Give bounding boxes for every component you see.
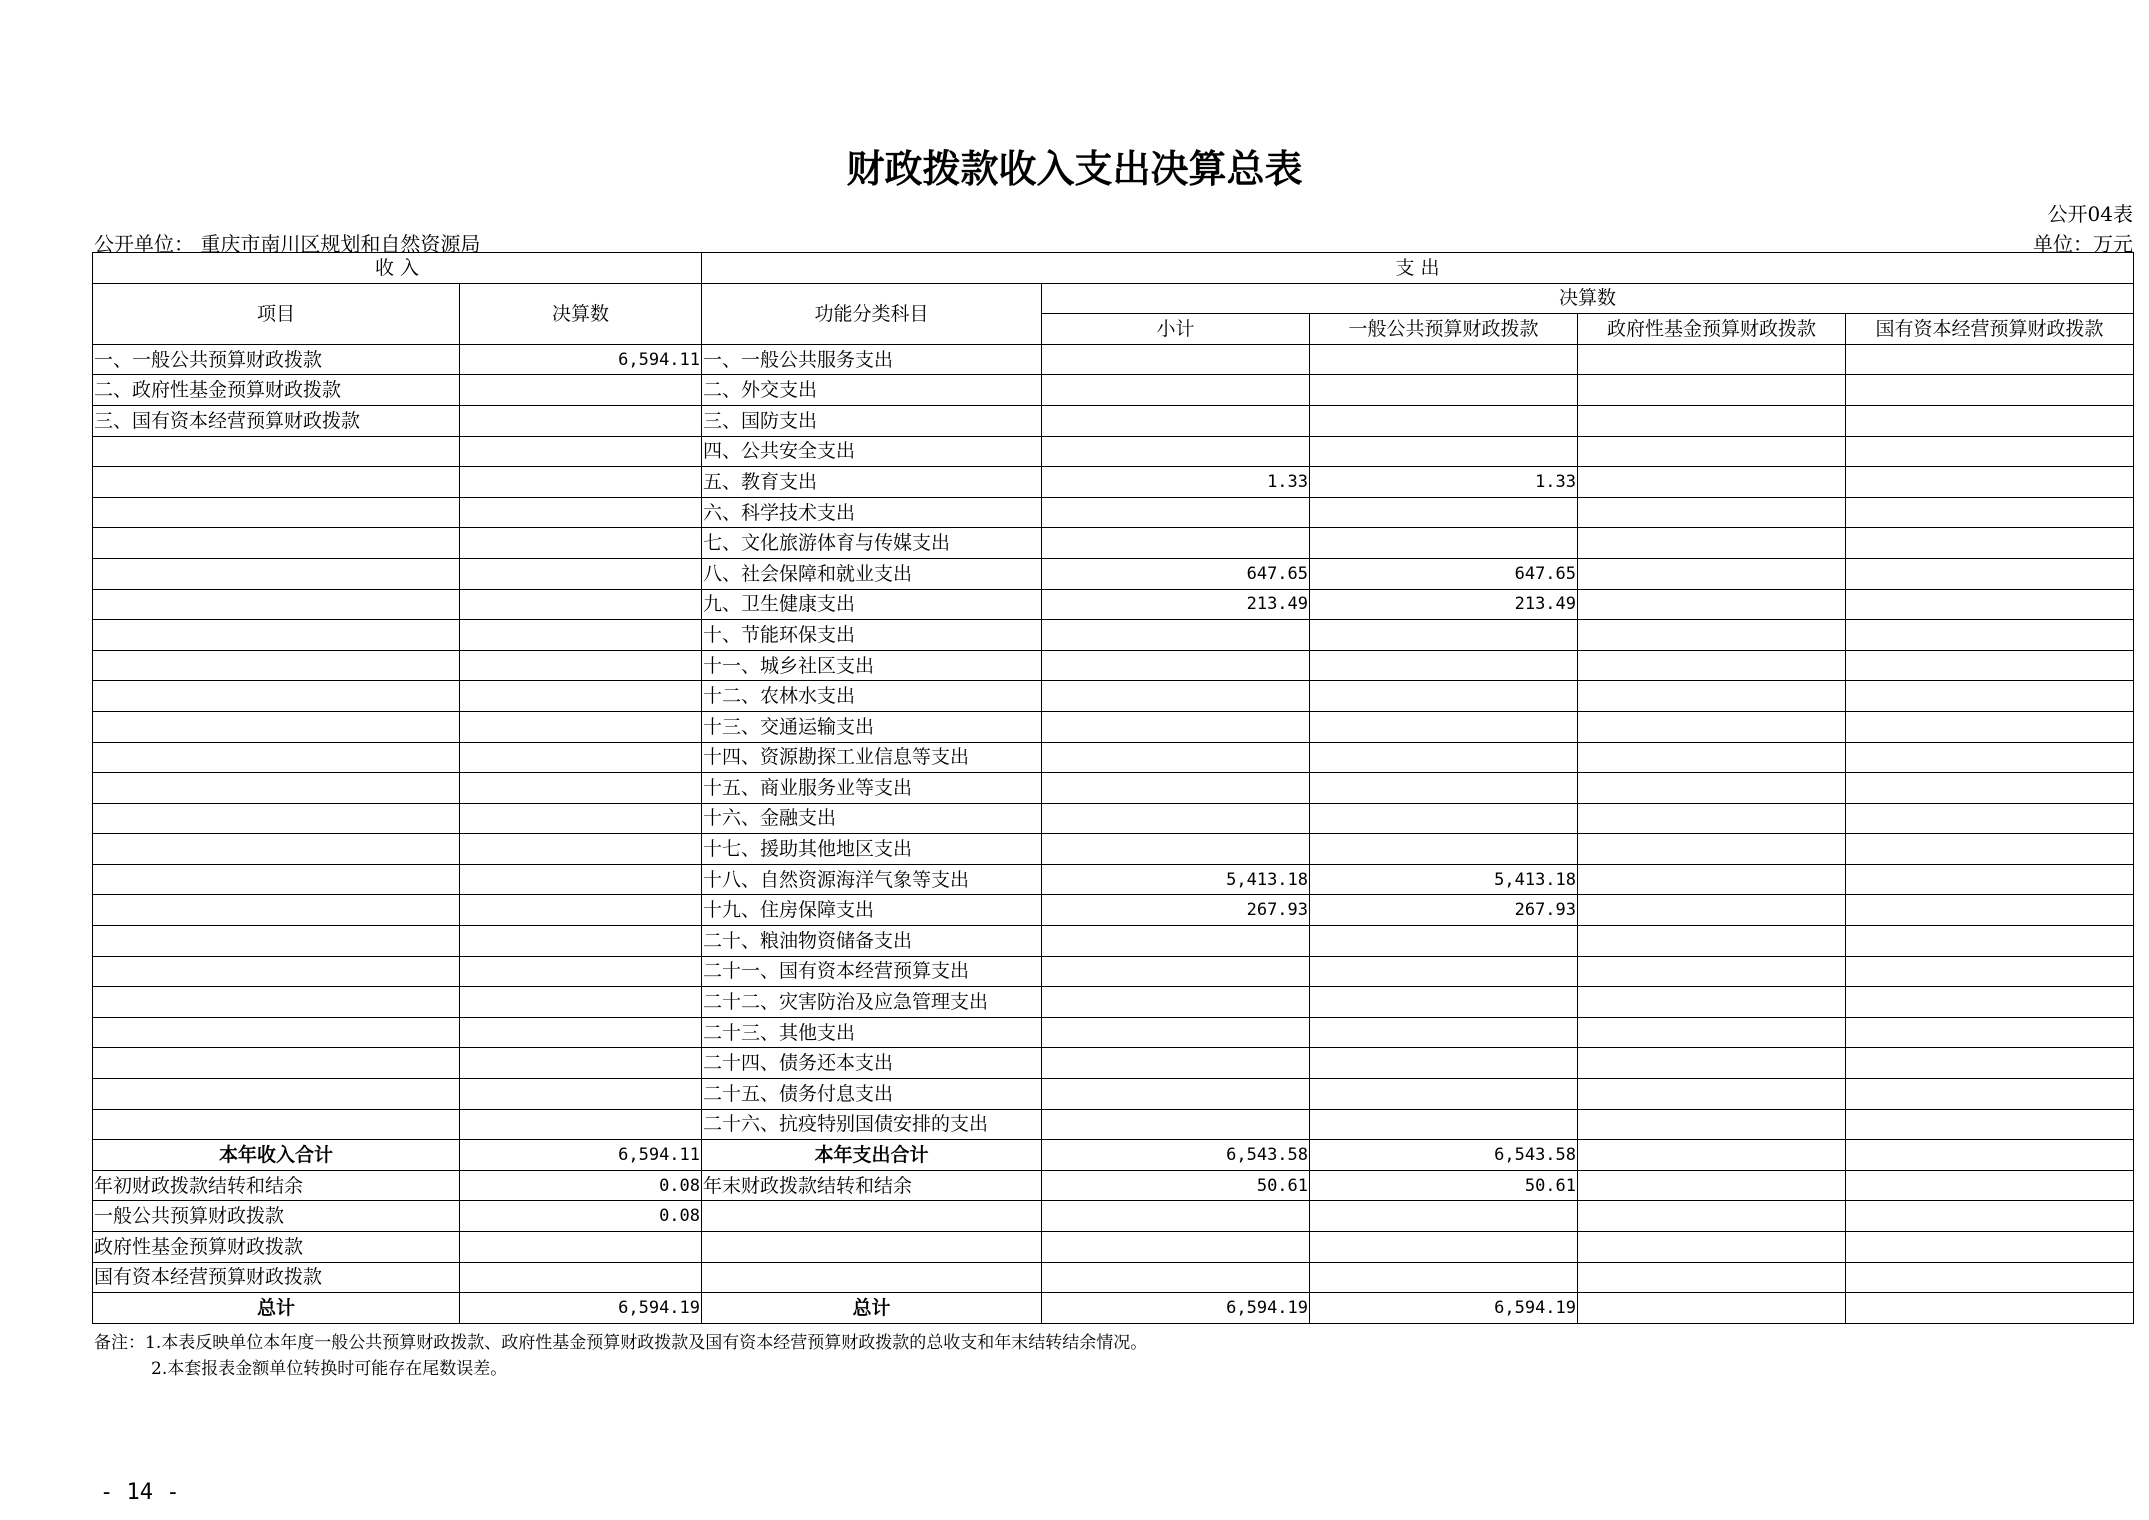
gov-fund-value — [1578, 467, 1846, 498]
header-row-1 — [93, 253, 2134, 284]
empty-cell — [702, 1262, 1042, 1293]
income-item — [93, 620, 460, 651]
table-row — [93, 344, 2134, 375]
empty-cell — [1578, 1170, 1846, 1201]
function-category: 二十三、其他支出 — [702, 1017, 1042, 1048]
general-value — [1310, 926, 1578, 957]
function-category: 二十四、债务还本支出 — [702, 1048, 1042, 1079]
end-label: 年末财政拨款结转和结余 — [702, 1170, 1042, 1201]
income-item — [93, 895, 460, 926]
income-amount — [460, 803, 702, 834]
general-value: 1.33 — [1310, 467, 1578, 498]
gov-fund-value — [1578, 803, 1846, 834]
general-value — [1310, 1017, 1578, 1048]
year-total-row — [93, 1140, 2134, 1171]
state-capital-value — [1846, 467, 2134, 498]
function-category: 六、科学技术支出 — [702, 497, 1042, 528]
gov-fund-value — [1578, 987, 1846, 1018]
income-amount — [460, 742, 702, 773]
state-capital-value — [1846, 864, 2134, 895]
state-capital-value — [1846, 803, 2134, 834]
income-amount — [460, 1109, 702, 1140]
table-row — [93, 895, 2134, 926]
empty-cell — [1310, 1262, 1578, 1293]
state-capital-value — [1846, 773, 2134, 804]
state-capital-value — [1846, 620, 2134, 651]
income-item — [93, 681, 460, 712]
function-category: 十一、城乡社区支出 — [702, 650, 1042, 681]
table-row — [93, 1079, 2134, 1110]
table-row — [93, 375, 2134, 406]
empty-cell — [1846, 1140, 2134, 1171]
subtotal-header: 小计 — [1042, 314, 1310, 345]
income-amount — [460, 528, 702, 559]
income-item — [93, 834, 460, 865]
state-capital-value — [1846, 344, 2134, 375]
function-category: 十二、农林水支出 — [702, 681, 1042, 712]
subtotal-value — [1042, 1109, 1310, 1140]
table-row — [93, 987, 2134, 1018]
income-amount — [460, 956, 702, 987]
income-item — [93, 1017, 460, 1048]
subtotal-value — [1042, 681, 1310, 712]
income-amount — [460, 711, 702, 742]
subtotal-value — [1042, 803, 1310, 834]
function-category: 十六、金融支出 — [702, 803, 1042, 834]
income-amount — [460, 405, 702, 436]
income-amount — [460, 620, 702, 651]
gov-fund-value — [1578, 956, 1846, 987]
carryover-row — [93, 1170, 2134, 1201]
year-expense-general: 6,543.58 — [1310, 1140, 1578, 1171]
income-header: 收 入 — [93, 253, 702, 284]
general-header: 一般公共预算财政拨款 — [1310, 314, 1578, 345]
income-item — [93, 803, 460, 834]
general-value: 647.65 — [1310, 558, 1578, 589]
table-row — [93, 650, 2134, 681]
income-amount — [460, 375, 702, 406]
page-title: 财政拨款收入支出决算总表 — [846, 147, 1303, 191]
state-capital-value — [1846, 711, 2134, 742]
empty-cell — [1042, 1232, 1310, 1263]
function-category: 九、卫生健康支出 — [702, 589, 1042, 620]
income-item — [93, 650, 460, 681]
general-value — [1310, 742, 1578, 773]
income-item — [93, 956, 460, 987]
subtotal-value — [1042, 620, 1310, 651]
state-capital-value — [1846, 742, 2134, 773]
general-value — [1310, 375, 1578, 406]
empty-cell — [1846, 1232, 2134, 1263]
function-category: 十七、援助其他地区支出 — [702, 834, 1042, 865]
income-item — [93, 1109, 460, 1140]
gov-fund-value — [1578, 1079, 1846, 1110]
gov-fund-value — [1578, 895, 1846, 926]
state-capital-value — [1846, 497, 2134, 528]
empty-cell — [460, 1232, 702, 1263]
general-value — [1310, 405, 1578, 436]
general-value — [1310, 956, 1578, 987]
income-amount: 6,594.11 — [460, 344, 702, 375]
income-amount — [460, 926, 702, 957]
general-value — [1310, 620, 1578, 651]
empty-cell — [1846, 1170, 2134, 1201]
empty-cell — [1846, 1262, 2134, 1293]
subtotal-value: 5,413.18 — [1042, 864, 1310, 895]
income-item — [93, 558, 460, 589]
subtotal-value — [1042, 987, 1310, 1018]
empty-cell — [460, 1262, 702, 1293]
function-category: 十九、住房保障支出 — [702, 895, 1042, 926]
general-value — [1310, 1048, 1578, 1079]
empty-cell — [1578, 1293, 1846, 1324]
income-item — [93, 497, 460, 528]
function-category: 二、外交支出 — [702, 375, 1042, 406]
subtotal-value — [1042, 528, 1310, 559]
subtotal-value — [1042, 650, 1310, 681]
income-item: 一、一般公共预算财政拨款 — [93, 344, 460, 375]
function-category: 二十、粮油物资储备支出 — [702, 926, 1042, 957]
total-general: 6,594.19 — [1310, 1293, 1578, 1324]
income-item — [93, 1048, 460, 1079]
income-amount — [460, 864, 702, 895]
subtotal-value — [1042, 926, 1310, 957]
gov-fund-value — [1578, 834, 1846, 865]
item-header: 项目 — [93, 283, 460, 344]
income-amount — [460, 1079, 702, 1110]
state-capital-header: 国有资本经营预算财政拨款 — [1846, 314, 2134, 345]
header-row-2 — [93, 283, 2134, 314]
income-amount — [460, 650, 702, 681]
table-row — [93, 436, 2134, 467]
gov-fund-value — [1578, 926, 1846, 957]
gov-fund-value — [1578, 650, 1846, 681]
subtotal-value — [1042, 956, 1310, 987]
empty-cell — [1578, 1262, 1846, 1293]
gov-fund-value — [1578, 742, 1846, 773]
income-item — [93, 742, 460, 773]
function-category: 二十六、抗疫特别国债安排的支出 — [702, 1109, 1042, 1140]
empty-cell — [1042, 1262, 1310, 1293]
gov-fund-value — [1578, 864, 1846, 895]
income-amount — [460, 1048, 702, 1079]
state-capital-value — [1846, 895, 2134, 926]
general-value — [1310, 773, 1578, 804]
table-row — [93, 620, 2134, 651]
empty-cell — [702, 1232, 1042, 1263]
table-row — [93, 1017, 2134, 1048]
function-category: 二十一、国有资本经营预算支出 — [702, 956, 1042, 987]
subtotal-value — [1042, 344, 1310, 375]
income-amount — [460, 987, 702, 1018]
state-capital-value — [1846, 405, 2134, 436]
gov-fund-value — [1578, 620, 1846, 651]
general-value — [1310, 987, 1578, 1018]
empty-cell — [1042, 1201, 1310, 1232]
function-category: 十四、资源勘探工业信息等支出 — [702, 742, 1042, 773]
state-capital-value — [1846, 956, 2134, 987]
subtotal-value — [1042, 1079, 1310, 1110]
begin-general-amount: 0.08 — [460, 1201, 702, 1232]
table-row — [93, 558, 2134, 589]
grand-total-row — [93, 1293, 2134, 1324]
income-item — [93, 467, 460, 498]
state-capital-value — [1846, 1109, 2134, 1140]
empty-cell — [1846, 1201, 2134, 1232]
income-amount — [460, 467, 702, 498]
function-category: 五、教育支出 — [702, 467, 1042, 498]
subtotal-value — [1042, 1017, 1310, 1048]
table-row — [93, 956, 2134, 987]
state-capital-value — [1846, 375, 2134, 406]
function-category: 二十五、债务付息支出 — [702, 1079, 1042, 1110]
gov-fund-value — [1578, 497, 1846, 528]
function-category: 四、公共安全支出 — [702, 436, 1042, 467]
state-capital-value — [1846, 1079, 2134, 1110]
income-amount — [460, 834, 702, 865]
amount-header: 决算数 — [460, 283, 702, 344]
gov-fund-value — [1578, 1109, 1846, 1140]
income-item — [93, 711, 460, 742]
subtotal-value — [1042, 742, 1310, 773]
budget-table — [92, 252, 2134, 1324]
end-subtotal: 50.61 — [1042, 1170, 1310, 1201]
func-header: 功能分类科目 — [702, 283, 1042, 344]
begin-capital-label: 国有资本经营预算财政拨款 — [93, 1262, 460, 1293]
table-row — [93, 773, 2134, 804]
state-capital-value — [1846, 926, 2134, 957]
general-value — [1310, 436, 1578, 467]
income-amount — [460, 589, 702, 620]
note-2: 2.本套报表金额单位转换时可能存在尾数误差。 — [151, 1359, 508, 1379]
income-item — [93, 864, 460, 895]
table-row — [93, 742, 2134, 773]
income-amount — [460, 1017, 702, 1048]
general-value — [1310, 344, 1578, 375]
state-capital-value — [1846, 436, 2134, 467]
general-value — [1310, 681, 1578, 712]
gov-fund-value — [1578, 773, 1846, 804]
function-category: 十三、交通运输支出 — [702, 711, 1042, 742]
total-label: 总计 — [93, 1293, 460, 1324]
subtotal-value — [1042, 375, 1310, 406]
empty-cell — [1578, 1140, 1846, 1171]
table-row — [93, 864, 2134, 895]
table-row — [93, 681, 2134, 712]
gov-fund-value — [1578, 436, 1846, 467]
function-category: 十八、自然资源海洋气象等支出 — [702, 864, 1042, 895]
table-row — [93, 711, 2134, 742]
begin-capital-row — [93, 1262, 2134, 1293]
income-amount — [460, 773, 702, 804]
table-row — [93, 467, 2134, 498]
income-item — [93, 926, 460, 957]
table-row — [93, 1109, 2134, 1140]
function-category: 十、节能环保支出 — [702, 620, 1042, 651]
table-row — [93, 497, 2134, 528]
function-category: 八、社会保障和就业支出 — [702, 558, 1042, 589]
table-row — [93, 1048, 2134, 1079]
income-amount — [460, 436, 702, 467]
subtotal-value: 213.49 — [1042, 589, 1310, 620]
begin-general-label: 一般公共预算财政拨款 — [93, 1201, 460, 1232]
income-amount — [460, 895, 702, 926]
reporting-unit: 公开单位： 重庆市南川区规划和自然资源局 — [94, 232, 481, 256]
function-category: 一、一般公共服务支出 — [702, 344, 1042, 375]
empty-cell — [1846, 1293, 2134, 1324]
begin-fund-label: 政府性基金预算财政拨款 — [93, 1232, 460, 1263]
table-row — [93, 405, 2134, 436]
income-amount — [460, 497, 702, 528]
general-value — [1310, 1079, 1578, 1110]
state-capital-value — [1846, 987, 2134, 1018]
begin-label: 年初财政拨款结转和结余 — [93, 1170, 460, 1201]
state-capital-value — [1846, 589, 2134, 620]
general-value — [1310, 650, 1578, 681]
gov-fund-value — [1578, 589, 1846, 620]
subtotal-value: 1.33 — [1042, 467, 1310, 498]
total-subtotal: 6,594.19 — [1042, 1293, 1310, 1324]
state-capital-value — [1846, 1048, 2134, 1079]
expense-header: 支 出 — [702, 253, 2134, 284]
subtotal-value — [1042, 405, 1310, 436]
state-capital-value — [1846, 681, 2134, 712]
total-label-expense: 总计 — [702, 1293, 1042, 1324]
state-capital-value — [1846, 1017, 2134, 1048]
gov-fund-value — [1578, 375, 1846, 406]
begin-fund-row — [93, 1232, 2134, 1263]
income-item — [93, 589, 460, 620]
empty-cell — [1310, 1201, 1578, 1232]
gov-fund-value — [1578, 1017, 1846, 1048]
function-category: 三、国防支出 — [702, 405, 1042, 436]
final-header: 决算数 — [1042, 283, 2134, 314]
empty-cell — [1310, 1232, 1578, 1263]
income-item: 三、国有资本经营预算财政拨款 — [93, 405, 460, 436]
table-row — [93, 589, 2134, 620]
general-value — [1310, 834, 1578, 865]
empty-cell — [702, 1201, 1042, 1232]
income-amount — [460, 558, 702, 589]
function-category: 七、文化旅游体育与传媒支出 — [702, 528, 1042, 559]
table-row — [93, 528, 2134, 559]
gov-fund-value — [1578, 681, 1846, 712]
subtotal-value: 647.65 — [1042, 558, 1310, 589]
general-value: 213.49 — [1310, 589, 1578, 620]
function-category: 二十二、灾害防治及应急管理支出 — [702, 987, 1042, 1018]
income-item — [93, 528, 460, 559]
gov-fund-value — [1578, 405, 1846, 436]
income-item: 二、政府性基金预算财政拨款 — [93, 375, 460, 406]
table-row — [93, 834, 2134, 865]
subtotal-value — [1042, 436, 1310, 467]
gov-fund-value — [1578, 1048, 1846, 1079]
income-item — [93, 987, 460, 1018]
general-value — [1310, 803, 1578, 834]
money-unit: 单位：万元 — [2033, 232, 2133, 256]
function-category: 十五、商业服务业等支出 — [702, 773, 1042, 804]
form-number: 公开04表 — [2047, 202, 2133, 226]
year-income-label: 本年收入合计 — [93, 1140, 460, 1171]
note-1: 备注：1.本表反映单位本年度一般公共预算财政拨款、政府性基金预算财政拨款及国有资本经营预算财政拨款的总收支和年末结转结余情况。 — [94, 1333, 1148, 1353]
notes — [94, 1330, 1147, 1382]
income-amount — [460, 681, 702, 712]
general-value: 5,413.18 — [1310, 864, 1578, 895]
subtotal-value — [1042, 834, 1310, 865]
gov-fund-value — [1578, 558, 1846, 589]
general-value — [1310, 528, 1578, 559]
subtotal-value — [1042, 1048, 1310, 1079]
begin-general-row — [93, 1201, 2134, 1232]
state-capital-value — [1846, 650, 2134, 681]
general-value — [1310, 497, 1578, 528]
total-income: 6,594.19 — [460, 1293, 702, 1324]
subtotal-value — [1042, 773, 1310, 804]
gov-fund-value — [1578, 711, 1846, 742]
empty-cell — [1578, 1201, 1846, 1232]
state-capital-value — [1846, 834, 2134, 865]
gov-fund-header: 政府性基金预算财政拨款 — [1578, 314, 1846, 345]
income-item — [93, 1079, 460, 1110]
state-capital-value — [1846, 528, 2134, 559]
subtotal-value — [1042, 497, 1310, 528]
state-capital-value — [1846, 558, 2134, 589]
general-value — [1310, 711, 1578, 742]
begin-amount: 0.08 — [460, 1170, 702, 1201]
income-item — [93, 773, 460, 804]
table-row — [93, 926, 2134, 957]
empty-cell — [1578, 1232, 1846, 1263]
year-expense-label: 本年支出合计 — [702, 1140, 1042, 1171]
year-expense-subtotal: 6,543.58 — [1042, 1140, 1310, 1171]
end-general: 50.61 — [1310, 1170, 1578, 1201]
general-value: 267.93 — [1310, 895, 1578, 926]
subtotal-value — [1042, 711, 1310, 742]
gov-fund-value — [1578, 344, 1846, 375]
year-income-amount: 6,594.11 — [460, 1140, 702, 1171]
income-item — [93, 436, 460, 467]
page-number: - 14 - — [100, 1480, 180, 1505]
general-value — [1310, 1109, 1578, 1140]
subtotal-value: 267.93 — [1042, 895, 1310, 926]
gov-fund-value — [1578, 528, 1846, 559]
table-row — [93, 803, 2134, 834]
